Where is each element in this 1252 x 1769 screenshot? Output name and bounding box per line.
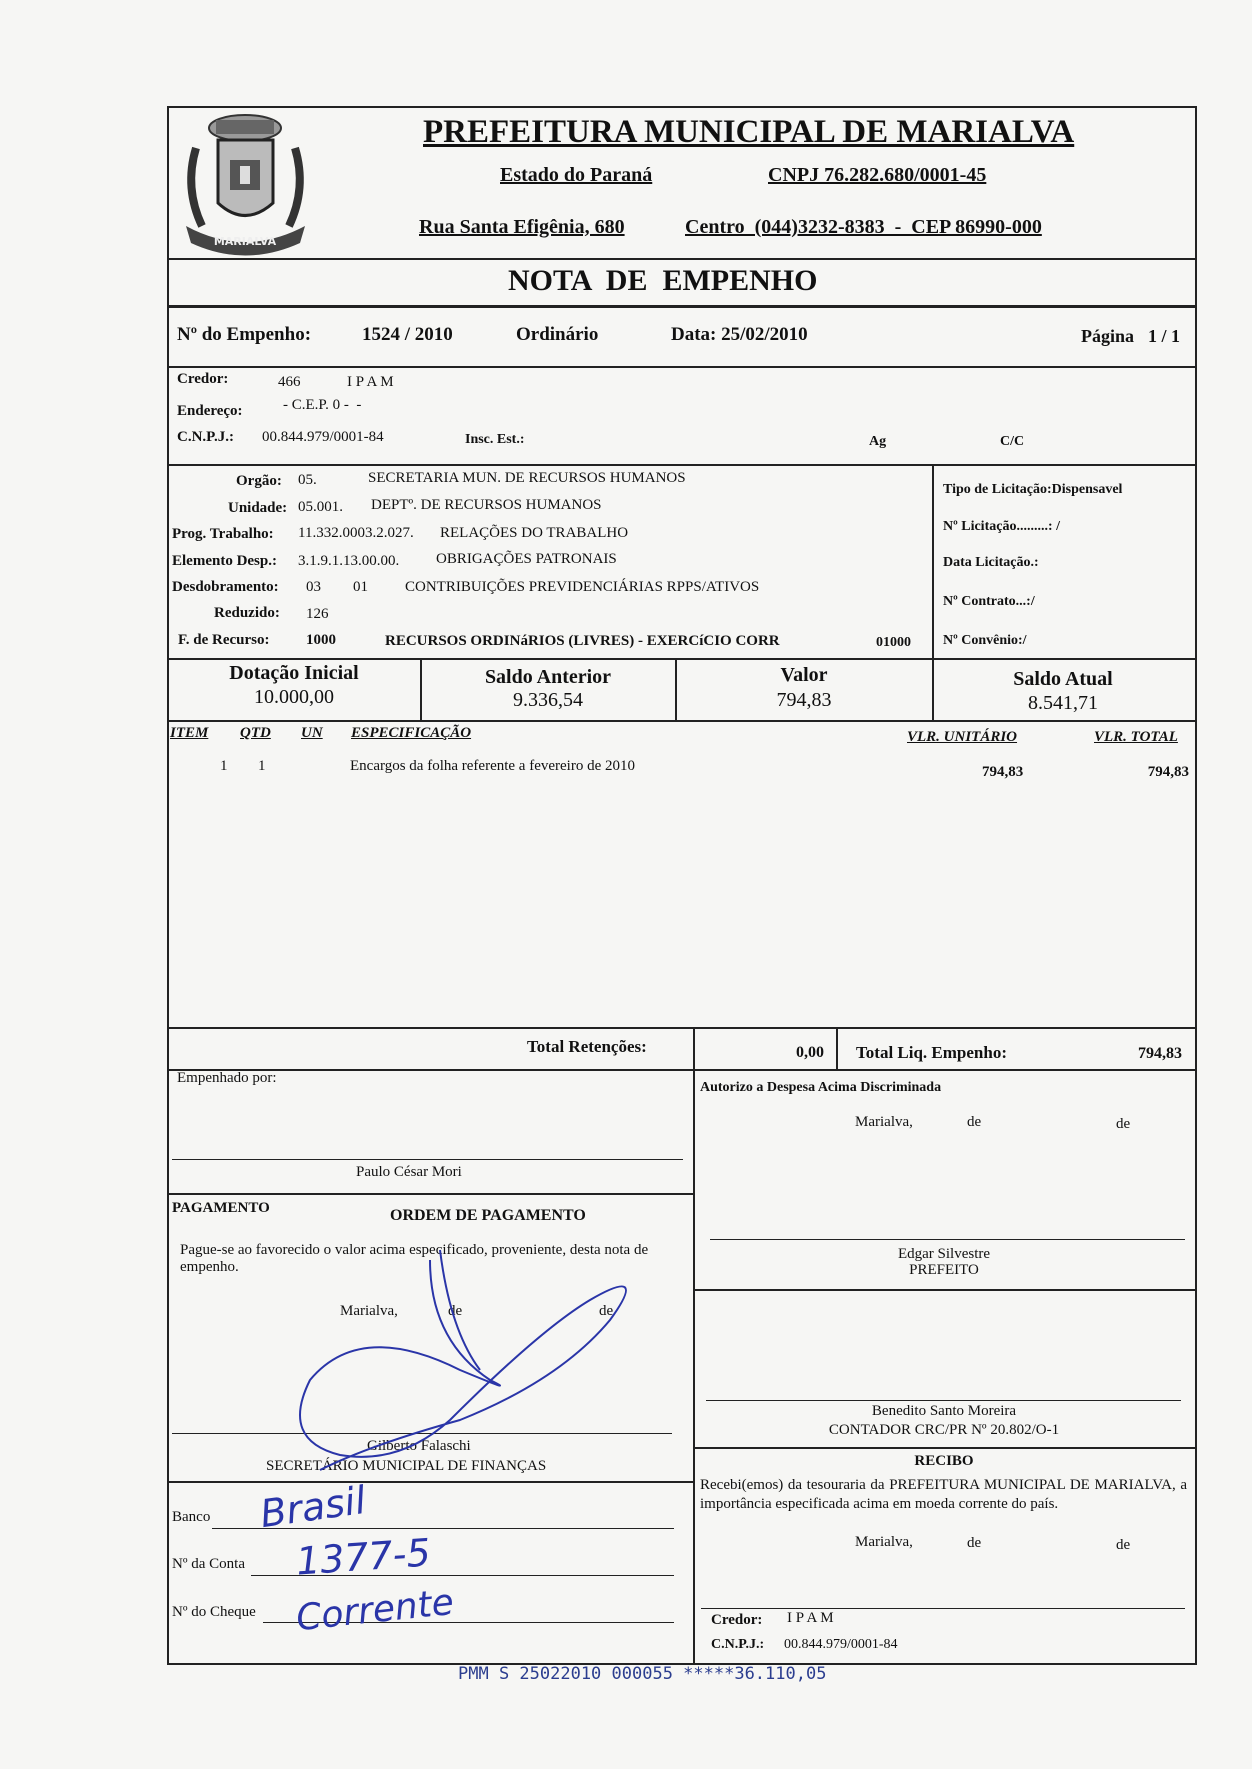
footer-code: PMM S 25022010 000055 *****36.110,05 <box>458 1664 827 1684</box>
empenhado-label: Empenhado por: <box>177 1070 277 1086</box>
recibo-cnpj-value: 00.844.979/0001-84 <box>784 1637 898 1652</box>
address-value: - C.E.P. 0 - - <box>283 397 362 413</box>
desdobramento-name: CONTRIBUIÇÕES PREVIDENCIÁRIAS RPPS/ATIVOS <box>405 579 760 595</box>
credor-cnpj: 00.844.979/0001-84 <box>262 429 384 445</box>
empenho-type: Ordinário <box>516 324 599 345</box>
col-item: ITEM <box>170 725 209 741</box>
credor-code: 466 <box>278 374 301 390</box>
dotacao-label: Dotação Inicial <box>229 662 359 684</box>
valor-value: 794,83 <box>776 689 832 711</box>
empenhado-name: Paulo César Mori <box>356 1164 462 1180</box>
ag-label: Ag <box>869 434 887 449</box>
pagamento-title: PAGAMENTO <box>172 1200 270 1216</box>
num-licitacao: Nº Licitação.........: / <box>943 519 1060 534</box>
contador-name: Benedito Santo Moreira <box>871 1403 1017 1419</box>
prefeito-name: Edgar Silvestre <box>897 1246 991 1262</box>
tipo-licitacao: Tipo de Licitação:Dispensavel <box>943 482 1123 497</box>
col-qtd: QTD <box>240 725 271 741</box>
item-unit-value: 794,83 <box>982 764 1024 780</box>
recibo-de-1: de <box>967 1535 982 1551</box>
orgao-label: Orgão: <box>236 473 282 489</box>
num-contrato: Nº Contrato...:/ <box>943 594 1035 609</box>
data-licitacao: Data Licitação.: <box>943 555 1039 570</box>
elemento-label: Elemento Desp.: <box>172 553 277 569</box>
coat-of-arms <box>178 108 313 258</box>
elemento-code: 3.1.9.1.13.00.00. <box>298 553 400 569</box>
ordem-de-2: de <box>599 1303 614 1319</box>
saldo-atual-label: Saldo Atual <box>1013 668 1113 690</box>
contador-title: CONTADOR CRC/PR Nº 20.802/O-1 <box>828 1422 1060 1438</box>
empenho-number: 1524 / 2010 <box>362 324 453 345</box>
num-convenio: Nº Convênio:/ <box>943 633 1027 648</box>
prefeito-title: PREFEITO <box>909 1262 979 1278</box>
cheque-label: Nº do Cheque <box>172 1604 256 1620</box>
autorizo-local: Marialva, <box>855 1114 913 1130</box>
conta-label: Nº da Conta <box>172 1556 245 1572</box>
cnpj-text: CNPJ 76.282.680/0001-45 <box>768 164 987 186</box>
address-text: Centro (044)3232-8383 - CEP 86990-000 <box>685 216 1042 238</box>
pague-text: Pague-se ao favorecido o valor acima especificado, proveniente, desta nota de empenho. <box>180 1242 649 1275</box>
street-text: Rua Santa Efigênia, 680 <box>419 216 625 238</box>
prog-name: RELAÇÕES DO TRABALHO <box>440 525 629 541</box>
autorizo-text: Autorizo a Despesa Acima Discriminada <box>700 1080 942 1095</box>
state-name: Estado do Paraná <box>500 164 653 186</box>
valor-label: Valor <box>780 664 828 686</box>
total-liq-label: Total Liq. Empenho: <box>856 1043 1007 1062</box>
recibo-de-2: de <box>1116 1537 1131 1553</box>
orgao-name: SECRETARIA MUN. DE RECURSOS HUMANOS <box>368 470 686 486</box>
retencoes-label: Total Retenções: <box>527 1037 647 1056</box>
banco-label: Banco <box>172 1509 211 1525</box>
saldo-atual-value: 8.541,71 <box>1028 692 1098 714</box>
autorizo-de-2: de <box>1116 1116 1131 1132</box>
ordem-de-1: de <box>448 1303 463 1319</box>
table-row <box>168 758 1193 782</box>
col-un: UN <box>301 725 323 741</box>
page-number: 1 / 1 <box>1148 326 1181 346</box>
reduzido-label: Reduzido: <box>214 605 280 621</box>
autorizo-de-1: de <box>967 1114 982 1130</box>
handwritten-conta: 1377-5 <box>294 1530 432 1584</box>
credor-cnpj-label: C.N.P.J.: <box>177 429 234 445</box>
recibo-text: Recebi(emos) da tesouraria da PREFEITURA MUNICIPAL DE MARIALVA, a importância especificada acima em moeda corrente do país. <box>700 1477 1187 1512</box>
col-vlr-total: VLR. TOTAL <box>1094 729 1178 745</box>
secretario-name: Gilberto Falaschi <box>367 1438 471 1454</box>
empenho-number-label: Nº do Empenho: <box>177 324 312 345</box>
desdobramento-code-2: 01 <box>353 579 368 595</box>
secretario-title: SECRETÁRIO MUNICIPAL DE FINANÇAS <box>266 1458 547 1474</box>
item-number: 1 <box>220 758 228 774</box>
elemento-name: OBRIGAÇÕES PATRONAIS <box>436 551 617 567</box>
insc-est-label: Insc. Est.: <box>465 432 525 447</box>
signature <box>280 1230 680 1480</box>
unidade-label: Unidade: <box>228 500 288 516</box>
unidade-code: 05.001. <box>298 499 343 515</box>
empenho-date: Data: 25/02/2010 <box>671 324 808 345</box>
total-liq-value: 794,83 <box>1138 1045 1182 1062</box>
address-label: Endereço: <box>177 403 243 419</box>
handwritten-banco: Brasil <box>257 1477 369 1537</box>
recibo-credor-label: Credor: <box>711 1612 763 1628</box>
page-label: Página <box>1081 326 1135 346</box>
desdobramento-code-1: 03 <box>306 579 321 595</box>
retencoes-value: 0,00 <box>796 1044 824 1061</box>
page-title: PREFEITURA MUNICIPAL DE MARIALVA <box>423 114 1075 150</box>
credor-name: I P A M <box>347 374 394 390</box>
cc-label: C/C <box>1000 434 1025 449</box>
col-vlr-unitario: VLR. UNITÁRIO <box>907 729 1018 745</box>
svg-text:MARIALVA: MARIALVA <box>213 235 277 248</box>
recurso-name: RECURSOS ORDINáRIOS (LIVRES) - EXERCíCIO CORR <box>385 633 780 649</box>
col-especificacao: ESPECIFICAÇÃO <box>351 725 472 741</box>
desdobramento-label: Desdobramento: <box>172 579 279 595</box>
prog-label: Prog. Trabalho: <box>172 526 274 542</box>
item-spec: Encargos da folha referente a fevereiro de 2010 <box>350 758 635 774</box>
item-total-value: 794,83 <box>1147 764 1189 780</box>
recurso-label: F. de Recurso: <box>178 632 270 648</box>
recurso-code: 1000 <box>306 632 336 648</box>
recurso-end-code: 01000 <box>876 635 911 650</box>
reduzido-value: 126 <box>306 606 329 622</box>
unidade-name: DEPTº. DE RECURSOS HUMANOS <box>371 497 602 513</box>
recibo-local: Marialva, <box>855 1534 913 1550</box>
recibo-cnpj-label: C.N.P.J.: <box>711 1637 765 1652</box>
handwritten-cheque: Corrente <box>294 1581 456 1640</box>
ordem-pagamento-title: ORDEM DE PAGAMENTO <box>390 1207 586 1224</box>
item-qtd: 1 <box>258 758 266 774</box>
credor-label: Credor: <box>177 371 229 387</box>
saldo-anterior-label: Saldo Anterior <box>484 666 612 688</box>
recibo-credor-name: I P A M <box>787 1610 834 1626</box>
orgao-code: 05. <box>298 472 317 488</box>
document-title: NOTA DE EMPENHO <box>508 264 818 297</box>
dotacao-value: 10.000,00 <box>254 686 334 708</box>
ordem-local: Marialva, <box>340 1303 398 1319</box>
saldo-anterior-value: 9.336,54 <box>513 689 583 711</box>
prog-code: 11.332.0003.2.027. <box>298 525 414 541</box>
recibo-title: RECIBO <box>914 1453 974 1469</box>
